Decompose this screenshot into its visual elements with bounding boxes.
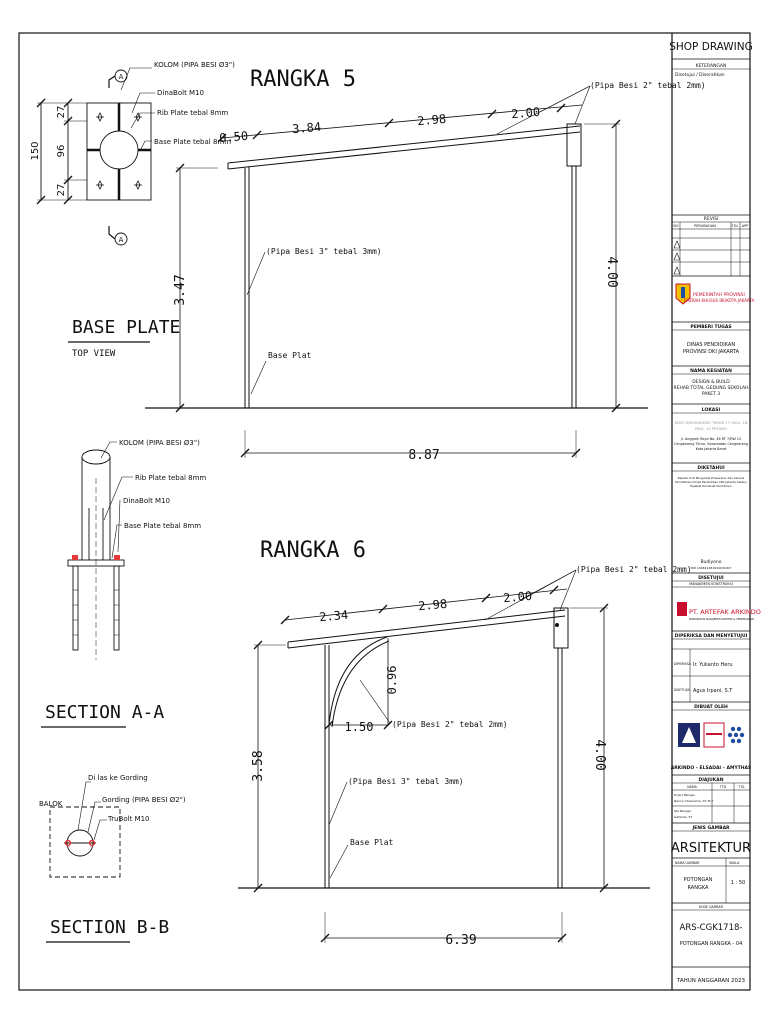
tb-header: SHOP DRAWING [669, 41, 753, 53]
tb-revisi-label: REVISI [703, 217, 719, 222]
tb-diperiksa-name-1: Ir. Yulianto Heru [693, 662, 733, 668]
tb-dibuat-label: DIBUAT OLEH [694, 705, 728, 710]
rangka-6-title: RANGKA 6 [260, 538, 366, 563]
tb-skala-value: 1 : 50 [730, 880, 746, 886]
base-plate-title: BASE PLATE [72, 317, 181, 338]
bolt-right [114, 566, 119, 650]
label-base-plate: Base Plate tebal 8mm [154, 138, 232, 146]
leader-pipe-col [329, 782, 347, 825]
artefak-logo-icon [677, 602, 687, 616]
tb-kegiatan-line1: DESIGN & BUILD [692, 380, 730, 385]
tb-diajukan-col-ttd: TTD [719, 785, 727, 789]
tb-diajukan-row1-role: Project Manager [674, 794, 696, 797]
bolt-mark-right [555, 623, 559, 627]
dim-tick [488, 110, 496, 118]
section-aa-label-rib: Rib Plate tebal 8mm [135, 474, 207, 482]
rangka-6-drawing [238, 570, 650, 943]
rangka-6-dim-234: 2.34 [318, 607, 349, 625]
section-aa-label-base: Base Plate tebal 8mm [124, 522, 202, 530]
tb-kegiatan-label: NAMA KEGIATAN [690, 369, 732, 374]
tb-diajukan-col-nama: NAMA [687, 785, 697, 789]
tb-diajukan-col-tgl: TGL [738, 785, 746, 789]
right-column-cap [554, 608, 568, 648]
rangka-6-label-base: Base Plat [350, 838, 394, 847]
tb-revisi-col-tgl: TGL [731, 224, 739, 228]
tb-diperiksa-role-1: DIPERIKSA [674, 662, 691, 666]
rangka-5-dim-height-left: 3.47 [173, 274, 188, 306]
tb-diajukan-row1-name: Nanno Chiasrama, ST. M.T [674, 799, 714, 803]
section-cut-top [109, 76, 115, 88]
tb-jenis-gambar: ARSITEKTUR [670, 841, 752, 856]
rangka-6-label-pipe-curve: (Pipa Besi 2" tebal 2mm) [392, 720, 508, 729]
leader-gording [88, 802, 101, 832]
rafter-bottom [228, 132, 580, 169]
tb-nama-gambar-line1: POTONGAN [683, 877, 713, 883]
tb-lokasi-line5: Kota Jakarta Barat [695, 447, 727, 451]
bolt-left [73, 566, 78, 650]
kso-logos-icon [678, 723, 744, 747]
section-aa-label-kolom: KOLOM (PIPA BESI Ø3") [119, 439, 200, 447]
leader-pipe-top-b [560, 570, 576, 610]
tb-diketahui-name: Budiyono [700, 560, 722, 565]
tb-lokasi-line2: PAGI, 19 PETANG [694, 426, 728, 431]
dim-tick [557, 104, 565, 112]
label-dynabolt: DinaBolt M10 [157, 89, 205, 97]
column-circle [100, 131, 138, 169]
rangka-5-label-pipe-top: (Pipa Besi 2" tebal 2mm) [590, 81, 706, 90]
tb-mk-sub: KONSORSIUM MANAJEMEN ARSITEKT & CENDEKIAWAN [689, 618, 754, 621]
tb-lokasi-line3: Jl. Anggrek Raya No. 46 RT 7/RW 12 [680, 437, 742, 441]
tb-kode-gambar: ARS-CGK1718- [679, 923, 743, 933]
tb-pemberi-line2: PROVINSI DKI JAKARTA [682, 349, 740, 355]
curved-brace-inner [332, 641, 389, 727]
tb-nama-gambar-label: NAMA GAMBAR [675, 861, 700, 865]
section-aa-drawing [68, 442, 133, 660]
leader-base [251, 361, 266, 394]
rangka-6-dim-height-left: 3.58 [251, 750, 266, 782]
tb-tahun: TAHUN ANGGARAN 2023 [676, 978, 746, 984]
section-bb-label-trubolt: TruBolt M10 [108, 815, 150, 823]
rangka-5-dim-384: 3.84 [291, 119, 322, 137]
rangka-6-label-pipe-top: (Pipa Besi 2" tebal 2mm) [576, 565, 692, 574]
leader-pipe-col [247, 252, 265, 295]
tb-diperiksa-role-2: DISETUJUI [674, 688, 690, 692]
tb-lokasi-line4: Cengkareng Timur, Kecamatan Cengkareng [674, 442, 748, 446]
leader-base [330, 845, 348, 878]
leader-kolom [101, 442, 117, 458]
tb-gov-line1: PEMERINTAH PROVINSI [693, 293, 745, 298]
rangka-6-label-pipe-col: (Pipa Besi 3" tebal 3mm) [348, 777, 464, 786]
section-cut-bottom [109, 226, 115, 239]
tb-mk-name: PT. ARTEFAK ARKINDO [689, 608, 761, 616]
dim-total: 150 [30, 141, 41, 161]
leader-las [78, 782, 91, 830]
rangka-5-dim-height-right: 4.00 [604, 256, 619, 288]
leader-trubolt [94, 820, 107, 840]
dim-top: 27 [56, 105, 67, 119]
tb-diketahui-nip: NIP. 196811281994031007 [690, 566, 732, 570]
section-marker-top-label: A [118, 73, 124, 81]
rangka-6-dim-150: 1.50 [344, 720, 374, 734]
tb-kode-label: KODE GAMBAR [699, 905, 723, 909]
section-bb-label-las: Di las ke Gording [88, 774, 148, 782]
tb-revisi-col-no: NO [673, 224, 679, 228]
rangka-5-dim-298: 2.98 [416, 111, 447, 129]
leader-base [112, 525, 122, 558]
tb-diketahui-line2: Pendidikan Dinas Pendidikan DKI Jakarta Selaku [675, 480, 747, 484]
tb-kegiatan-line3: PAKET 3 [701, 392, 721, 397]
rangka-5-dim-050: 0.50 [218, 128, 249, 146]
rangka-5-title: RANGKA 5 [250, 67, 356, 92]
tb-diketahui-line3: Pejabat Pembuat Komitmen [690, 484, 732, 488]
section-marker-bottom-label: A [118, 236, 124, 244]
tb-revisi-col-app: APP [741, 224, 749, 228]
weld-left [72, 555, 78, 560]
label-rib-plate: Rib Plate tebal 8mm [157, 109, 229, 117]
dim-bottom: 27 [56, 183, 67, 197]
tb-kegiatan-line2: REHAB TOTAL GEDUNG SEKOLAH [673, 386, 749, 391]
leader-pipe-top-b [575, 86, 590, 124]
tb-diketahui-label: DIKETAHUI [697, 466, 725, 471]
column-top-ellipse [82, 450, 110, 464]
tb-revisi-col-perubahan: PERUBAHAN [694, 224, 716, 228]
section-aa-title: SECTION A-A [45, 702, 165, 723]
section-bb-label-balok: BALOK [39, 800, 63, 808]
rangka-5-label-pipe-col: (Pipa Besi 3" tebal 3mm) [266, 247, 382, 256]
leader-dynabolt [118, 500, 120, 552]
title-block [669, 41, 761, 984]
section-bb-label-gording: Gording (PIPA BESI Ø2") [102, 796, 186, 804]
base-plate-subtitle: TOP VIEW [72, 349, 116, 359]
base-plate-drawing [37, 68, 155, 245]
bolt-mark [134, 181, 142, 189]
tb-nama-sheet: POTONGAN RANGKA - 04 [679, 941, 743, 947]
rangka-6-dim-span: 6.39 [445, 933, 477, 948]
tb-keterangan-label: KETERANGAN [695, 64, 727, 69]
label-kolom: KOLOM (PIPA BESI Ø3") [154, 61, 235, 69]
rangka-6-dim-height-right: 4.00 [592, 739, 607, 771]
rangka-5-dim-span: 8.87 [408, 448, 440, 463]
rangka-5-label-base: Base Plat [268, 351, 312, 360]
revision-triangle-icon [674, 241, 680, 274]
tb-diperiksa-name-2: Agus Irpani, S.T [693, 688, 733, 694]
weld-right [114, 555, 120, 560]
tb-gov-line2: DAERAH KHUSUS IBUKOTA JAKARTA [683, 298, 755, 303]
tb-lokasi-label: LOKASI [701, 408, 721, 413]
rangka-6-dim-298: 2.98 [417, 596, 448, 614]
tb-manajemen-label: MANAJEMEN KONSTRUKSI [689, 582, 733, 586]
tb-kso-name: ARKINDO – ELSADAI – AMYTHAS [670, 766, 752, 771]
bolt-mark [96, 181, 104, 189]
tb-diajukan-row2-name: Gallardo, ST [674, 815, 693, 819]
bolt-mark [96, 113, 104, 121]
tb-diperiksa-label: DIPERIKSA DAN MENYETUJUI [674, 634, 748, 639]
section-bb-title: SECTION B-B [50, 917, 170, 938]
rangka-6-dim-200: 2.00 [502, 588, 533, 606]
rafter-top [228, 126, 580, 163]
section-aa-label-dynabolt: DinaBolt M10 [123, 497, 171, 505]
tb-lokasi-line1: SDN CENGKARENG TIMUR 17 PAGI, 18 [674, 420, 748, 425]
rangka-5-dim-200: 2.00 [510, 104, 541, 122]
tb-nama-gambar-line2: RANGKA [687, 885, 709, 891]
tb-diketahui-line1: Kepala Unit Pengelola Prasarana dan Sarana [677, 476, 745, 480]
tb-disetujui-label: DISETUJUI [698, 576, 724, 581]
tb-diajukan-label: DIAJUKAN [698, 778, 724, 783]
tb-keterangan-text: Disetujui / Diserahkan [675, 73, 725, 78]
tb-pemberi-label: PEMBERI TUGAS [690, 325, 732, 330]
tb-diajukan-row2-role: Site Manager [674, 810, 692, 813]
rangka-6-dim-096: 0.96 [385, 665, 399, 695]
leader-kolom [118, 68, 152, 90]
dim-mid: 96 [56, 144, 67, 158]
bolt-mark [134, 113, 142, 121]
right-column-cap [567, 124, 581, 166]
tb-skala-label: SKALA [729, 861, 740, 865]
tb-jenis-label: JENIS GAMBAR [692, 826, 730, 831]
curved-brace-outer [329, 637, 387, 725]
tb-pemberi-line1: DINAS PENDIDIKAN [686, 342, 736, 348]
